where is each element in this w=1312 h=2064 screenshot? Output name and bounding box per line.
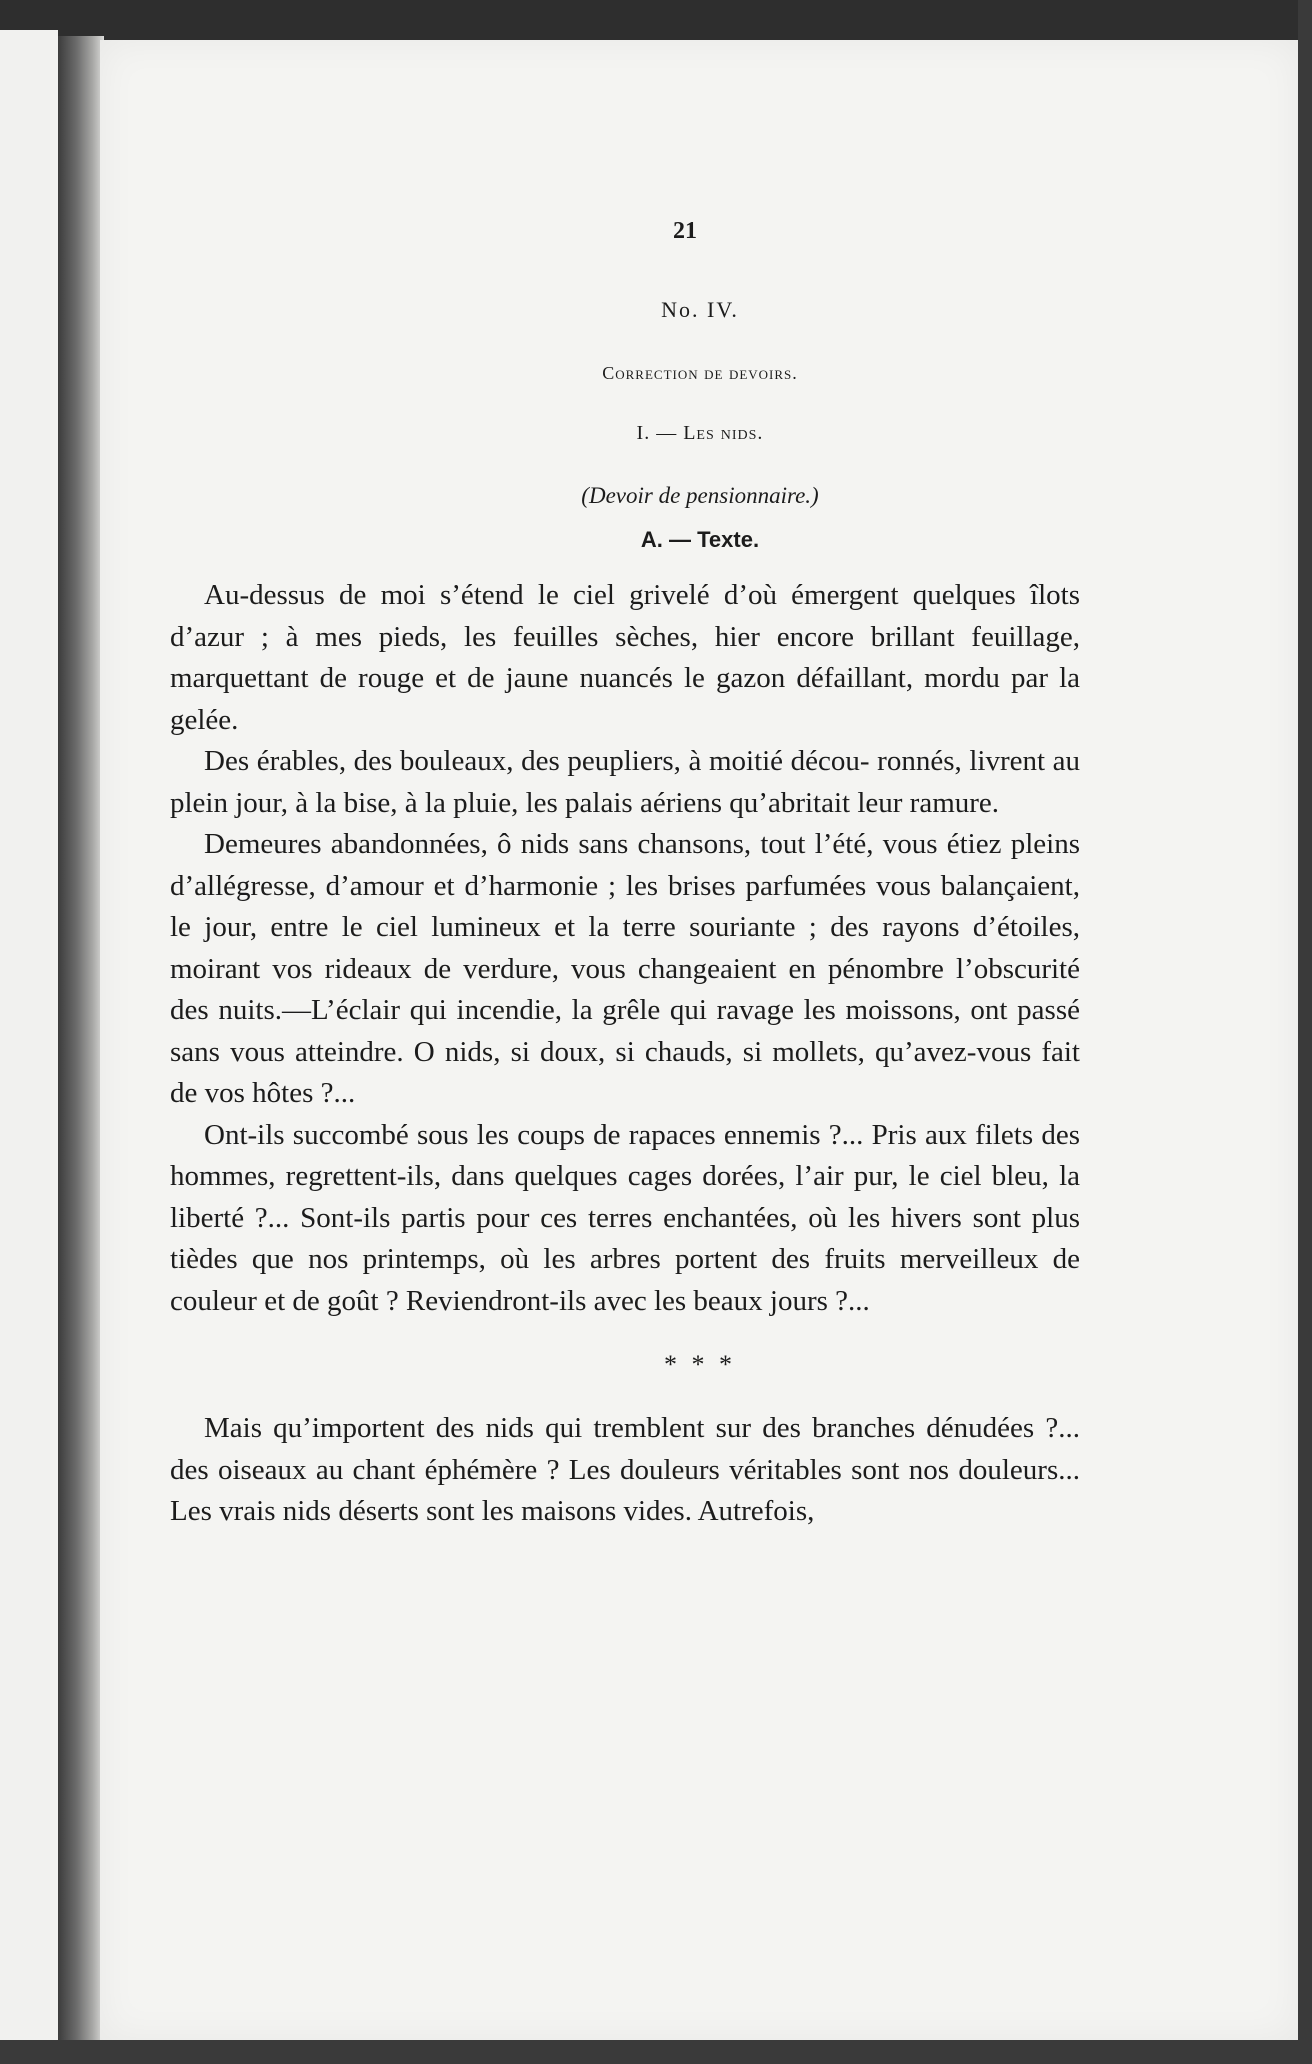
scan-border-bottom [0,2040,1312,2064]
book-gutter-shadow [58,36,104,2040]
paragraph-1: Au-dessus de moi s’étend le ciel grivelé d’où émergent quelques îlots d’azur ; à mes pieds, les feuilles sèches, hier encore brillant feuillage, marquettant de rouge et de jaune nuancés le gazon défaillant, mordu par la gelée. [170,579,1080,736]
correction-heading: Correction de devoirs. [602,363,798,383]
paragraph-4: Ont-ils succombé sous les coups de rapaces ennemis ?... Pris aux filets des hommes, regrettent-ils, dans quelques cages dorées, l’air pur, le ciel bleu, la liberté ?... Sont-ils partis pour ces terres enchantées, où les hivers sont plus tièdes que nos printemps, où les arbres portent des fruits merveilleux de couleur et de goût ? Reviendront-ils avec les beaux jours ?... [170,1118,1080,1317]
paragraph-3: Demeures abandonnées, ô nids sans chansons, tout l’été, vous étiez pleins d’allégresse, d’amour et d’harmonie ; les brises parfumées vous balançaient, le jour, entre le ciel lumineux et la terre souriante ; des rayons d’étoiles, moirant vos rideaux de verdure, vous changeaient en pénombre l’obscurité des nuits.—L’éclair qui incendie, la grêle qui ravage les moissons, ont passé sans vous atteindre. O nids, si doux, si chauds, si mollets, qu’avez-vous fait de vos hôtes ?... [170,828,1080,1109]
section-title: I. — Les nids. [636,422,764,444]
paragraph-2: Des érables, des bouleaux, des peupliers, à moitié décou- ronnés, livrent au plein jour, à la bise, à la pluie, les palais aériens qu’abritait leur ramure. [170,745,1080,819]
page-content [170,218,1080,1533]
texte-heading: A. — Texte. [640,527,760,552]
scan-border-right [1298,0,1312,2064]
paragraph-5: Mais qu’importent des nids qui tremblent sur des branches dénudées ?... des oiseaux au chant éphémère ? Les douleurs véritables sont nos douleurs... Les vrais nids déserts sont les maisons vides. Autrefois, [170,1412,1080,1527]
page-number: 21 [673,218,697,244]
section-separator: * * * [664,1350,736,1379]
facing-page-edge [0,30,58,2040]
subtitle: (Devoir de pensionnaire.) [581,483,819,508]
chapter-number-heading: No. IV. [661,297,739,322]
